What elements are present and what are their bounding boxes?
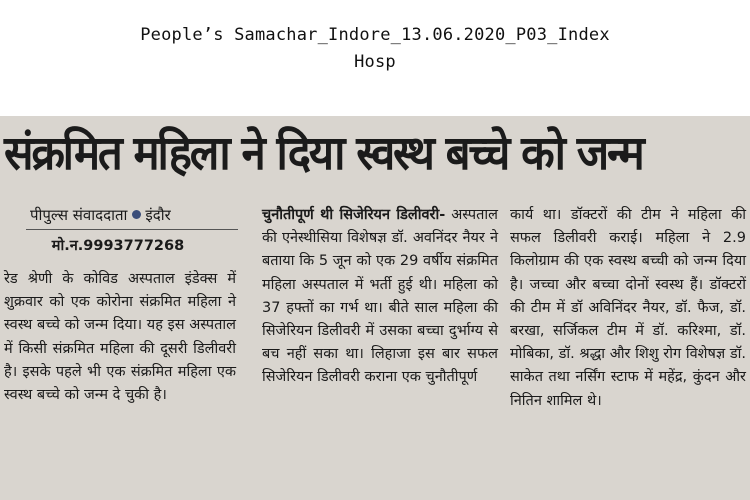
byline-source: पीपुल्स संवाददाता <box>30 206 128 224</box>
article-column-3 <box>510 204 746 413</box>
bullet-dot-icon <box>132 210 141 219</box>
article-column-2 <box>262 204 498 390</box>
article-headline: संक्रमित महिला ने दिया स्वस्थ बच्चे को जन्म <box>4 126 643 181</box>
article-byline <box>30 204 171 226</box>
caption-line-1: People’s Samachar_Indore_13.06.2020_P03_Index <box>140 25 610 45</box>
image-caption <box>0 22 750 76</box>
caption-line-2: Hosp <box>354 52 396 72</box>
byline-phone: मो.न.9993777268 <box>51 238 185 254</box>
column-2-text: अस्पताल की एनेस्थीसिया विशेषज्ञ डॉ. अवनिंदर नैयर ने बताया कि 5 जून को एक 29 वर्षीय संक्रमित महिला अस्पताल में भर्ती हुई थी। महिला को 37 हफ्तों का गर्भ था। बीते साल महिला की सिजेरियन डिलीवरी में उसका बच्चा दुर्भाग्य से बच नहीं सका था। लिहाजा इस बार सफल सिजेरियन डिलीवरी कराना एक चुनौतीपूर्ण <box>262 207 498 386</box>
byline-divider <box>26 229 238 230</box>
column-2-paragraph <box>262 204 498 390</box>
column-3-paragraph: कार्य था। डॉक्टरों की टीम ने महिला की सफल डिलीवरी कराई। महिला ने 2.9 किलोग्राम की एक स्वस्थ बच्ची को जन्म दिया है। जच्चा और बच्चा दोनों स्वस्थ हैं। डॉक्टरों की टीम में डॉ अविनिंदर नैयर, डॉ. फैज, डॉ. बरखा, सर्जिकल टीम में डॉ. करिश्मा, डॉ. मोबिका, डॉ. श्रद्धा और शिशु रोग विशेषज्ञ डॉ. साकेत तथा नर्सिंग स्टाफ में महेंद्र, कुंदन और नितिन शामिल थे। <box>510 207 746 409</box>
article-column-1 <box>4 268 236 407</box>
newspaper-clipping <box>0 116 750 500</box>
column-2-subheading: चुनौतीपूर्ण थी सिजेरियन डिलीवरी- <box>262 207 446 223</box>
byline-city: इंदौर <box>145 206 171 224</box>
column-1-paragraph: रेड श्रेणी के कोविड अस्पताल इंडेक्स में शुक्रवार को एक कोरोना संक्रमित महिला ने स्वस्थ बच्चे को जन्म दिया। यह इस अस्पताल में किसी संक्रमित महिला की दूसरी डिलीवरी है। इसके पहले भी एक संक्रमित महिला एक स्वस्थ बच्चे को जन्म दे चुकी है। <box>4 271 236 404</box>
